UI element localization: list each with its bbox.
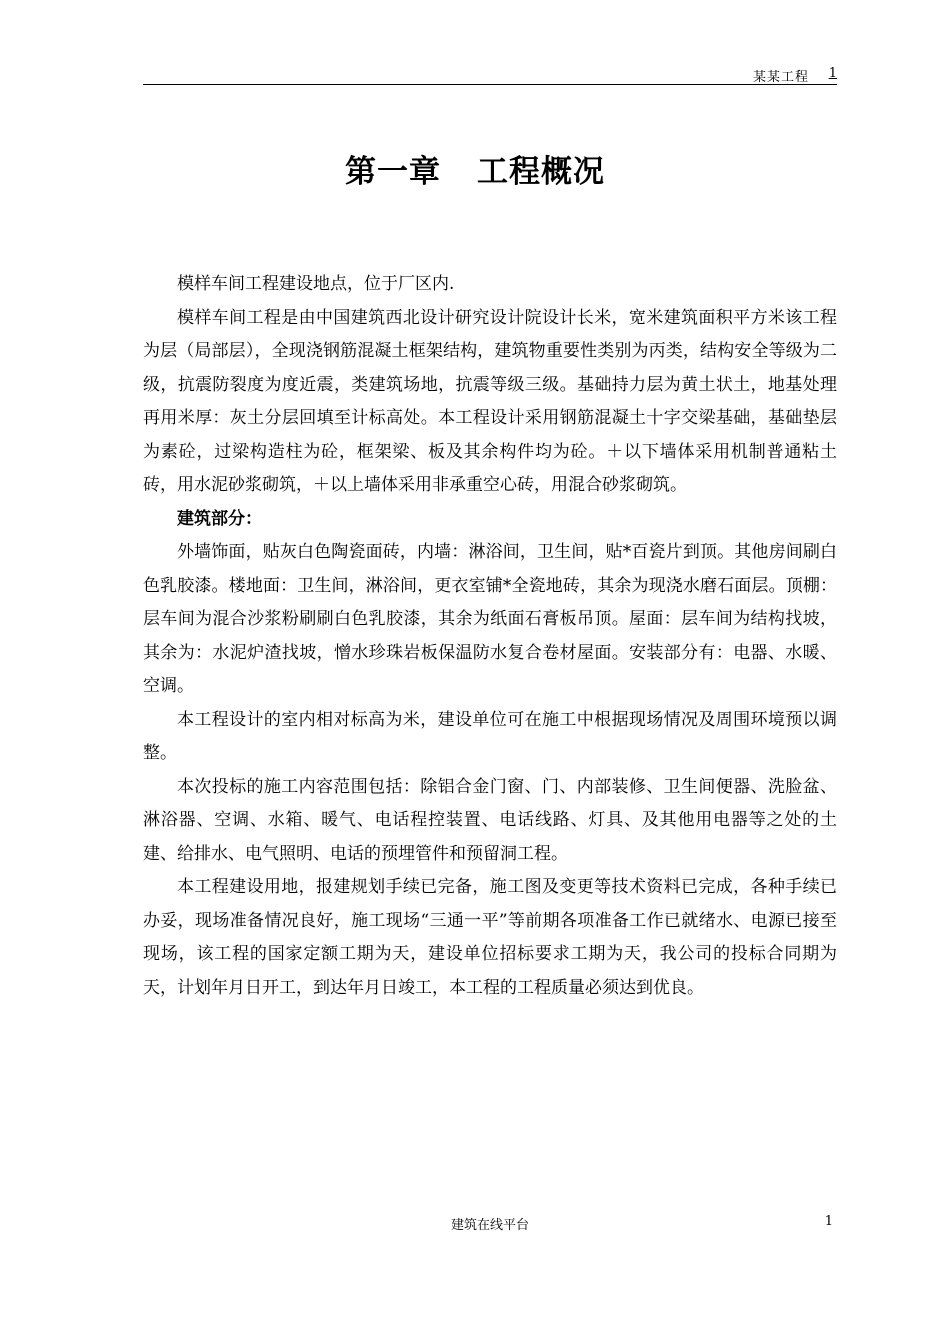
chapter-number: 第一章 <box>345 154 441 190</box>
header-page-number: 1 <box>828 66 837 81</box>
page-header <box>143 64 837 85</box>
document-body <box>143 268 837 1005</box>
paragraph-location: 模样车间工程建设地点，位于厂区内. <box>177 274 455 294</box>
paragraph-scope: 本次投标的施工内容范围包括：除铝合金门窗、门、内部装修、卫生间便器、洗脸盆、淋浴器、空调、水箱、暖气、电话程控装置、电话线路、灯具、及其他用电器等之处的土建、给排水、电气照明、电话的预埋管件和预留洞工程。 <box>143 776 837 864</box>
section-heading-architecture: 建筑部分： <box>177 508 262 529</box>
paragraph-finishes: 外墙饰面，贴灰白色陶瓷面砖，内墙：淋浴间，卫生间，贴*百瓷片到顶。其他房间刷白色乳胶漆。楼地面：卫生间，淋浴间，更衣室铺*全瓷地砖，其余为现浇水磨石面层。顶棚：层车间为混合沙浆粉刷刷白色乳胶漆，其余为纸面石膏板吊顶。屋面：层车间为结构找坡，其余为：水泥炉渣找坡，憎水珍珠岩板保温防水复合卷材屋面。安装部分有：电器、水暖、空调。 <box>143 542 837 696</box>
chapter-heading <box>0 146 950 191</box>
footer-text: 建筑在线平台 <box>450 1218 529 1233</box>
header-title: 某某工程 <box>752 70 809 85</box>
footer-page-number: 1 <box>824 1214 833 1229</box>
paragraph-elevation: 本工程设计的室内相对标高为米，建设单位可在施工中根据现场情况及周围环境预以调整。 <box>143 709 837 763</box>
chapter-title: 工程概况 <box>477 154 605 190</box>
paragraph-structure: 模样车间工程是由中国建筑西北设计研究设计院设计长米，宽米建筑面积平方米该工程为层（局部层），全现浇钢筋混凝土框架结构，建筑物重要性类别为丙类，结构安全等级为二级，抗震防裂度为度近震，类建筑场地，抗震等级三级。基础持力层为黄土状土，地基处理再用米厚：灰土分层回填至计标高处。本工程设计采用钢筋混凝土十字交梁基础，基础垫层为素砼，过梁构造柱为砼，框架梁、板及其余构件均为砼。＋以下墙体采用机制普通粘土砖，用水泥砂浆砌筑，＋以上墙体采用非承重空心砖，用混合砂浆砌筑。 <box>143 307 837 495</box>
paragraph-preparation: 本工程建设用地，报建规划手续已完备，施工图及变更等技术资料已完成，各种手续已办妥，现场准备情况良好，施工现场“三通一平”等前期各项准备工作已就绪水、电源已接至现场，该工程的国家定额工期为天，建设单位招标要求工期为天，我公司的投标合同期为天，计划年月日开工，到达年月日竣工，本工程的工程质量必须达到优良。 <box>143 877 837 998</box>
page-footer <box>143 1214 837 1233</box>
